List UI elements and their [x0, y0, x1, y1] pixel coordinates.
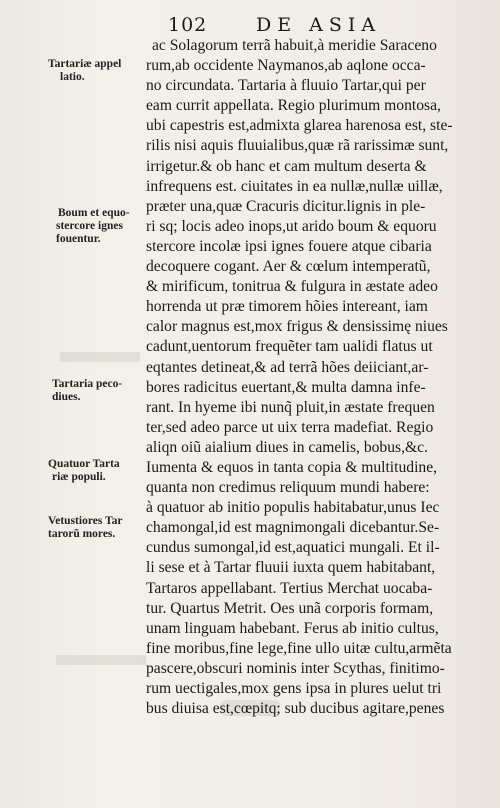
text-line: ri sq; locis adeo inops,ut arido boum & equoru — [146, 217, 437, 235]
running-head: DE ASIA — [256, 14, 382, 36]
text-line: præter una,quæ Cracuris dicitur.lignis in ple- — [146, 197, 426, 215]
text-line: rilis nisi aquis fluuialibus,quæ rã rarissimæ sunt, — [146, 137, 449, 155]
margin-note-line: riæ populi. — [52, 471, 106, 483]
text-line: aliqn oiũ aialium diues in camelis, bobus,&c. — [146, 438, 428, 456]
text-line: quanta non credimus reliquum mundi habere: — [146, 479, 430, 497]
ink-smudge — [60, 352, 140, 362]
margin-note-mores — [48, 515, 148, 541]
text-line: eam currit appellata. Regio plurimum montosa, — [146, 97, 441, 115]
text-line: à quatuor ab initio populis habitabatur,unus Iec — [146, 499, 440, 517]
text-line: cadunt,uentorum frequẽter tam ualidi flatus ut — [146, 338, 433, 356]
text-line: Tartaros appellabant. Tertius Merchat uocaba- — [146, 579, 433, 597]
margin-note-line: diues. — [52, 391, 81, 403]
text-line: pascere,obscuri nominis inter Scythas, finitimo- — [146, 659, 445, 677]
text-line: ter,sed adeo parce ut uix terra madefiat. Regio — [146, 418, 434, 436]
text-line: & mirificum, tonitrua & fulgura in æstate adeo — [146, 278, 438, 296]
body-text — [146, 36, 490, 719]
margin-note-line: latio. — [60, 71, 85, 83]
page-number: 102 — [168, 14, 208, 36]
margin-note-line: stercore ignes — [56, 220, 123, 232]
margin-note-boum — [48, 207, 148, 246]
text-line: bores radicitus euertant,& multa damna infe- — [146, 378, 426, 396]
text-line: cundus sumongal,id est,aquatici mungali. Et il- — [146, 539, 440, 557]
text-line: ac Solagorum terrã habuit,à meridie Saraceno — [152, 37, 437, 54]
margin-note-line: tarorũ mores. — [48, 528, 116, 540]
text-line: decoquere cogant. Aer & cœlum intemperatũ, — [146, 258, 431, 276]
text-line: li sese et à Tartar fluuii iuxta quem habitabant, — [146, 559, 436, 577]
text-line: infrequens est. ciuitates in ea nullæ,nullæ uillæ, — [146, 177, 443, 195]
text-line: fine moribus,fine lege,fine ullo uitæ cultu,armẽta — [146, 639, 452, 657]
text-line: chamongal,id est magnimongali dicebantur.Se- — [146, 519, 440, 537]
margin-note-line: fouentur. — [56, 233, 101, 245]
text-line: stercore incolæ ipsi ignes fouere atque cibaria — [146, 237, 432, 255]
text-line: horrenda ut præ timorem hõies intereant, iam — [146, 298, 428, 316]
text-line: calor magnus est,mox frigus & densissimę niues — [146, 318, 448, 336]
text-line: eqtantes detineat,& ad terrã hões deiiciant,ar- — [146, 358, 429, 376]
text-line: rant. In hyeme ibi nunq̃ pluit,in æstate frequen — [146, 398, 435, 416]
ink-smudge — [56, 655, 146, 665]
text-line: tur. Quartus Metrit. Oes unã corporis formam, — [146, 599, 434, 617]
text-line: rum uectigales,mox gens ipsa in plures uelut tri — [146, 680, 442, 697]
margin-note-line: Vetustiores Tar — [48, 515, 123, 527]
margin-note-populi — [48, 458, 148, 484]
margin-note-line: Boum et equo- — [58, 207, 130, 219]
margin-note-line: Tartaria peco- — [52, 378, 123, 390]
text-line: rum,ab occidente Naymanos,ab aqlone occa- — [146, 57, 426, 75]
text-line: ubi capestris est,admixta glarea harenosa est, ste- — [146, 117, 453, 135]
margin-note-pecore — [48, 378, 148, 404]
margin-note-line: Tartariæ appel — [48, 58, 122, 70]
text-line: bus diuisa est,cœpitq; sub ducibus agitare,penes — [146, 700, 445, 718]
text-line: unam linguam habebant. Ferus ab initio cultus, — [146, 619, 439, 637]
margin-note-tartariae — [48, 58, 148, 84]
page-header — [0, 14, 500, 38]
text-line: no circundata. Tartaria à fluuio Tartar,qui per — [146, 77, 426, 95]
margin-note-line: Quatuor Tarta — [48, 458, 120, 470]
text-line: Iumenta & equos in tanta copia & multitudine, — [146, 458, 438, 476]
text-line: irrigetur.& ob hanc et cam multum deserta & — [146, 157, 427, 175]
